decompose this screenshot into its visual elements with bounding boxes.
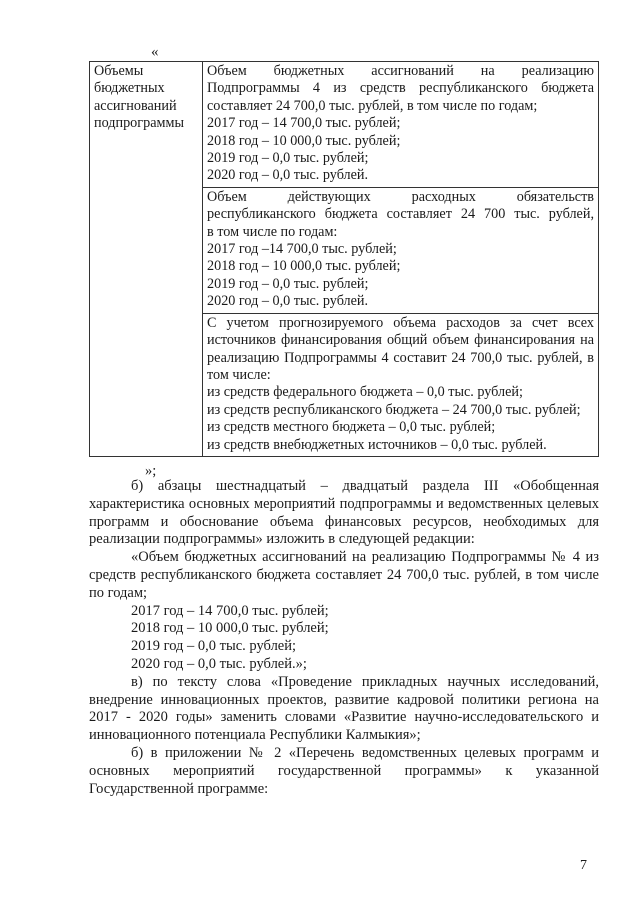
- page-number: 7: [580, 858, 587, 873]
- section-3-source-line: из средств республиканского бюджета – 24 700,0 тыс. рублей;: [207, 401, 581, 418]
- section-2-intro-line: в том числе по годам:: [207, 223, 338, 240]
- paragraph-v: в) по тексту слова «Проведение прикладных научных исследований, внедрение инновационных проектов, развитие кадровой политики региона на 2017 - 2020 годы» заменить словами «Развитие научно-исследовательского и инновационного потенциала Республики Калмыкия»;: [89, 673, 599, 744]
- section-2-intro-line: Объем действующих расходных обязательств: [207, 188, 594, 205]
- table-section-2: [203, 187, 599, 313]
- section-3-source-line: из средств федерального бюджета – 0,0 тыс. рублей;: [207, 384, 523, 401]
- document-body: [89, 478, 599, 798]
- body-year-line: 2020 год – 0,0 тыс. рублей.»;: [131, 655, 307, 672]
- section-3-source-line: из средств внебюджетных источников – 0,0 тыс. рублей.: [207, 436, 547, 453]
- section-1-year-line: 2018 год – 10 000,0 тыс. рублей;: [207, 132, 401, 149]
- closing-quote: »;: [145, 463, 157, 479]
- section-3-text: С учетом прогнозируемого объема расходов за счет всех источников финансирования общий объем финансирования на реализацию Подпрограммы 4 составит 24 700,0 тыс. рублей, в том числе:: [207, 314, 594, 383]
- table-label-cell: [90, 62, 203, 457]
- table-section-3: [203, 313, 599, 456]
- section-2-year-line: 2020 год – 0,0 тыс. рублей.: [207, 293, 369, 310]
- budget-table: [89, 61, 599, 457]
- opening-quote: «: [151, 44, 159, 60]
- budget-label: Объемы бюджетных ассигнований подпрограммы: [94, 63, 184, 132]
- section-3-source-line: из средств местного бюджета – 0,0 тыс. рублей;: [207, 419, 496, 436]
- section-2-intro-line: республиканского бюджета составляет 24 700 тыс. рублей,: [207, 206, 594, 223]
- table-section-1: [203, 62, 599, 188]
- paragraph-b2: б) в приложении № 2 «Перечень ведомственных целевых программ и основных мероприятий государственной программы» к указанной Государственной программе:: [89, 744, 599, 797]
- section-2-year-line: 2017 год –14 700,0 тыс. рублей;: [207, 241, 397, 258]
- body-year-line: 2017 год – 14 700,0 тыс. рублей;: [131, 602, 329, 619]
- table-row: [90, 62, 599, 188]
- section-1-intro-line: Подпрограммы 4 из средств республиканского бюджета: [207, 80, 594, 97]
- section-1-year-line: 2017 год – 14 700,0 тыс. рублей;: [207, 115, 401, 132]
- paragraph-b: б) абзацы шестнадцатый – двадцатый раздела III «Обобщенная характеристика основных мероприятий подпрограммы и ведомственных целевых программ и обоснование объема финансовых ресурсов, необходимых для реализации подпрограммы» изложить в следующей редакции:: [89, 478, 599, 548]
- body-year-line: 2018 год – 10 000,0 тыс. рублей;: [131, 620, 329, 637]
- section-1-year-line: 2020 год – 0,0 тыс. рублей.: [207, 167, 369, 184]
- section-1-intro-line: составляет 24 700,0 тыс. рублей, в том числе по годам;: [207, 97, 538, 114]
- section-1-year-line: 2019 год – 0,0 тыс. рублей;: [207, 150, 369, 167]
- section-1-intro-line: Объем бюджетных ассигнований на реализацию: [207, 63, 594, 79]
- paragraph-quote: «Объем бюджетных ассигнований на реализацию Подпрограммы № 4 из средств республиканского бюджета составляет 24 700,0 тыс. рублей, в том числе по годам;: [89, 549, 599, 601]
- section-2-year-line: 2018 год – 10 000,0 тыс. рублей;: [207, 258, 401, 275]
- body-year-line: 2019 год – 0,0 тыс. рублей;: [131, 638, 297, 655]
- section-2-year-line: 2019 год – 0,0 тыс. рублей;: [207, 275, 369, 292]
